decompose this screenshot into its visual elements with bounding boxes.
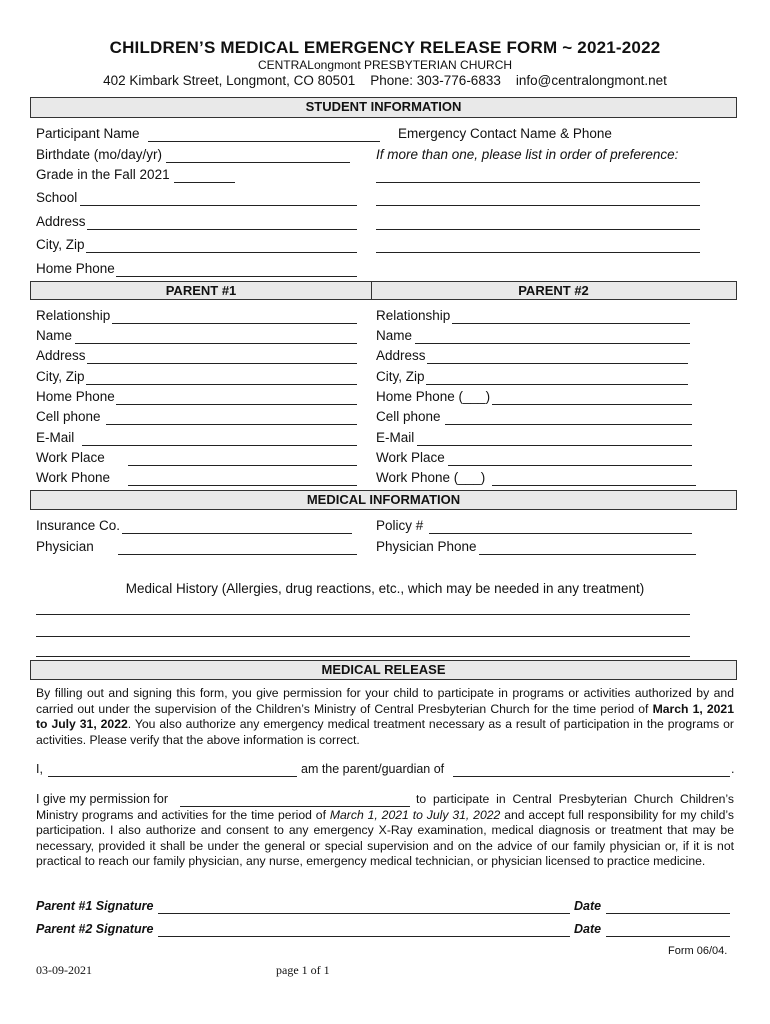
release-para1-text-a: By filling out and signing this form, you give permission for your child to participate in programs or activities authorized by and carried out under the supervision of the Children’s Ministry of Central Presbyterian Church for the time period of [36, 686, 734, 716]
home-phone-label: Home Phone [36, 261, 115, 276]
parent1-signature-label: Parent #1 Signature [36, 899, 154, 913]
grade-field[interactable] [174, 182, 235, 183]
p1-work-place-field[interactable] [128, 465, 357, 466]
p1-home-phone-label: Home Phone [36, 389, 115, 404]
insurance-field[interactable] [122, 533, 352, 534]
emergency-contact-label: Emergency Contact Name & Phone [398, 126, 612, 141]
p1-city-zip-label: City, Zip [36, 369, 85, 384]
release-para2-text-b: and accept full responsibility for my child’s participation. I also authorize and consent to any emergency X-Ray examination, medical diagnosis or treatment that may be necessary, provided it shall be under the general or special supervision and on the advice of our family physician or, if it is not practical to reach our family physician, any nurse, emergency medical technician, or physician licensed to practice medicine. [36, 807, 734, 868]
home-phone-field[interactable] [116, 276, 357, 277]
p1-address-label: Address [36, 348, 86, 363]
p2-city-zip-label: City, Zip [376, 369, 425, 384]
parent2-date-field[interactable] [606, 936, 730, 937]
footer-date: 03-09-2021 [36, 963, 92, 977]
church-phone: Phone: 303-776-6833 [370, 73, 501, 88]
policy-label: Policy # [376, 518, 424, 533]
birthdate-label: Birthdate (mo/day/yr) [36, 147, 163, 162]
grade-label: Grade in the Fall 2021 [36, 167, 170, 182]
release-paragraph-1 [36, 686, 734, 748]
p1-cell-phone-field[interactable] [106, 424, 357, 425]
release-paragraph-2 [36, 792, 734, 870]
emergency-contact-field-2[interactable] [376, 205, 700, 206]
p2-city-zip-field[interactable] [426, 384, 688, 385]
parent1-date-field[interactable] [606, 913, 730, 914]
permission-label: I give my permission for [36, 792, 168, 806]
p1-work-phone-label: Work Phone [36, 470, 111, 485]
policy-field[interactable] [429, 533, 692, 534]
p2-address-field[interactable] [427, 363, 688, 364]
p1-email-field[interactable] [82, 445, 357, 446]
form-title: CHILDREN’S MEDICAL EMERGENCY RELEASE FORM ~ 2021-2022 [109, 38, 661, 57]
sentence-period: . [731, 762, 735, 776]
emergency-contact-field-3[interactable] [376, 229, 700, 230]
parent2-date-label: Date [574, 922, 602, 936]
p1-relationship-label: Relationship [36, 308, 111, 323]
p2-email-label: E-Mail [376, 430, 415, 445]
medical-history-label: Medical History (Allergies, drug reactions, etc., which may be needed in any treatment) [125, 581, 645, 596]
student-section-header [30, 97, 737, 118]
p2-name-label: Name [376, 328, 413, 343]
emergency-contact-note: If more than one, please list in order of preference: [376, 147, 679, 162]
p2-cell-phone-field[interactable] [445, 424, 692, 425]
p1-work-place-label: Work Place [36, 450, 105, 465]
physician-phone-field[interactable] [479, 554, 696, 555]
physician-field[interactable] [118, 554, 357, 555]
emergency-contact-field-4[interactable] [376, 252, 700, 253]
participant-name-field[interactable] [148, 141, 380, 142]
church-address: 402 Kimbark Street, Longmont, CO 80501 [103, 73, 356, 88]
emergency-contact-field-1[interactable] [376, 182, 700, 183]
city-zip-field[interactable] [86, 252, 357, 253]
medical-section-title: MEDICAL INFORMATION [306, 492, 461, 507]
p2-work-phone-label: Work Phone (___) [376, 470, 486, 485]
medical-history-line-2[interactable] [36, 636, 690, 637]
physician-phone-label: Physician Phone [376, 539, 477, 554]
p1-address-field[interactable] [87, 363, 357, 364]
form-number: Form 06/04. [668, 945, 728, 957]
insurance-label: Insurance Co. [36, 518, 121, 533]
guardian-name-field[interactable] [48, 776, 297, 777]
p2-work-phone-field[interactable] [492, 485, 696, 486]
medical-history-line-3[interactable] [36, 656, 690, 657]
p2-work-place-field[interactable] [448, 465, 692, 466]
student-section-title: STUDENT INFORMATION [305, 99, 462, 114]
p2-relationship-label: Relationship [376, 308, 451, 323]
parent1-header: PARENT #1 [31, 282, 372, 299]
p1-name-field[interactable] [75, 343, 357, 344]
page-number: page 1 of 1 [276, 963, 330, 977]
church-email: info@centralongmont.net [515, 73, 667, 88]
participant-name-label: Participant Name [36, 126, 140, 141]
city-zip-label: City, Zip [36, 237, 85, 252]
medical-history-line-1[interactable] [36, 614, 690, 615]
p1-home-phone-field[interactable] [116, 404, 357, 405]
release-para2-text-a: to participate in Central Presbyterian Church Children’s Ministry programs and activities for the time period of [36, 792, 734, 822]
p1-email-label: E-Mail [36, 430, 75, 445]
release-section-title: MEDICAL RELEASE [321, 662, 446, 677]
p1-relationship-field[interactable] [112, 323, 357, 324]
p2-name-field[interactable] [415, 343, 690, 344]
contact-line [0, 73, 770, 88]
school-label: School [36, 190, 78, 205]
p1-name-label: Name [36, 328, 73, 343]
p2-email-field[interactable] [417, 445, 692, 446]
address-label: Address [36, 214, 86, 229]
p2-relationship-field[interactable] [452, 323, 690, 324]
parent1-signature-field[interactable] [158, 913, 570, 914]
p1-work-phone-field[interactable] [128, 485, 357, 486]
release-para2-period: March 1, 2021 to July 31, 2022 [329, 807, 501, 822]
i-label: I, [36, 762, 43, 776]
birthdate-field[interactable] [166, 162, 350, 163]
parent2-signature-field[interactable] [158, 936, 570, 937]
medical-section-header [30, 490, 737, 510]
school-field[interactable] [80, 205, 357, 206]
church-name: CENTRALongmont PRESBYTERIAN CHURCH [257, 58, 513, 72]
parent-section-header [30, 281, 737, 300]
p1-city-zip-field[interactable] [86, 384, 357, 385]
p2-work-place-label: Work Place [376, 450, 445, 465]
address-field[interactable] [87, 229, 357, 230]
parent2-header: PARENT #2 [518, 283, 589, 298]
p2-home-phone-field[interactable] [492, 404, 692, 405]
release-para1-text-b: . You also authorize any emergency medical treatment necessary as a result of participation in the programs or activities. Please verify that the above information is correct. [36, 717, 734, 747]
p2-address-label: Address [376, 348, 426, 363]
parent1-date-label: Date [574, 899, 602, 913]
guardian-of-label: am the parent/guardian of [301, 762, 445, 776]
parent2-signature-label: Parent #2 Signature [36, 922, 154, 936]
p1-cell-phone-label: Cell phone [36, 409, 101, 424]
p2-home-phone-label: Home Phone (___) [376, 389, 491, 404]
p2-cell-phone-label: Cell phone [376, 409, 441, 424]
release-para1-period: March 1, 2021 to July 31, 2022 [36, 701, 734, 731]
child-name-field[interactable] [453, 776, 730, 777]
physician-label: Physician [36, 539, 94, 554]
release-section-header [30, 660, 737, 680]
